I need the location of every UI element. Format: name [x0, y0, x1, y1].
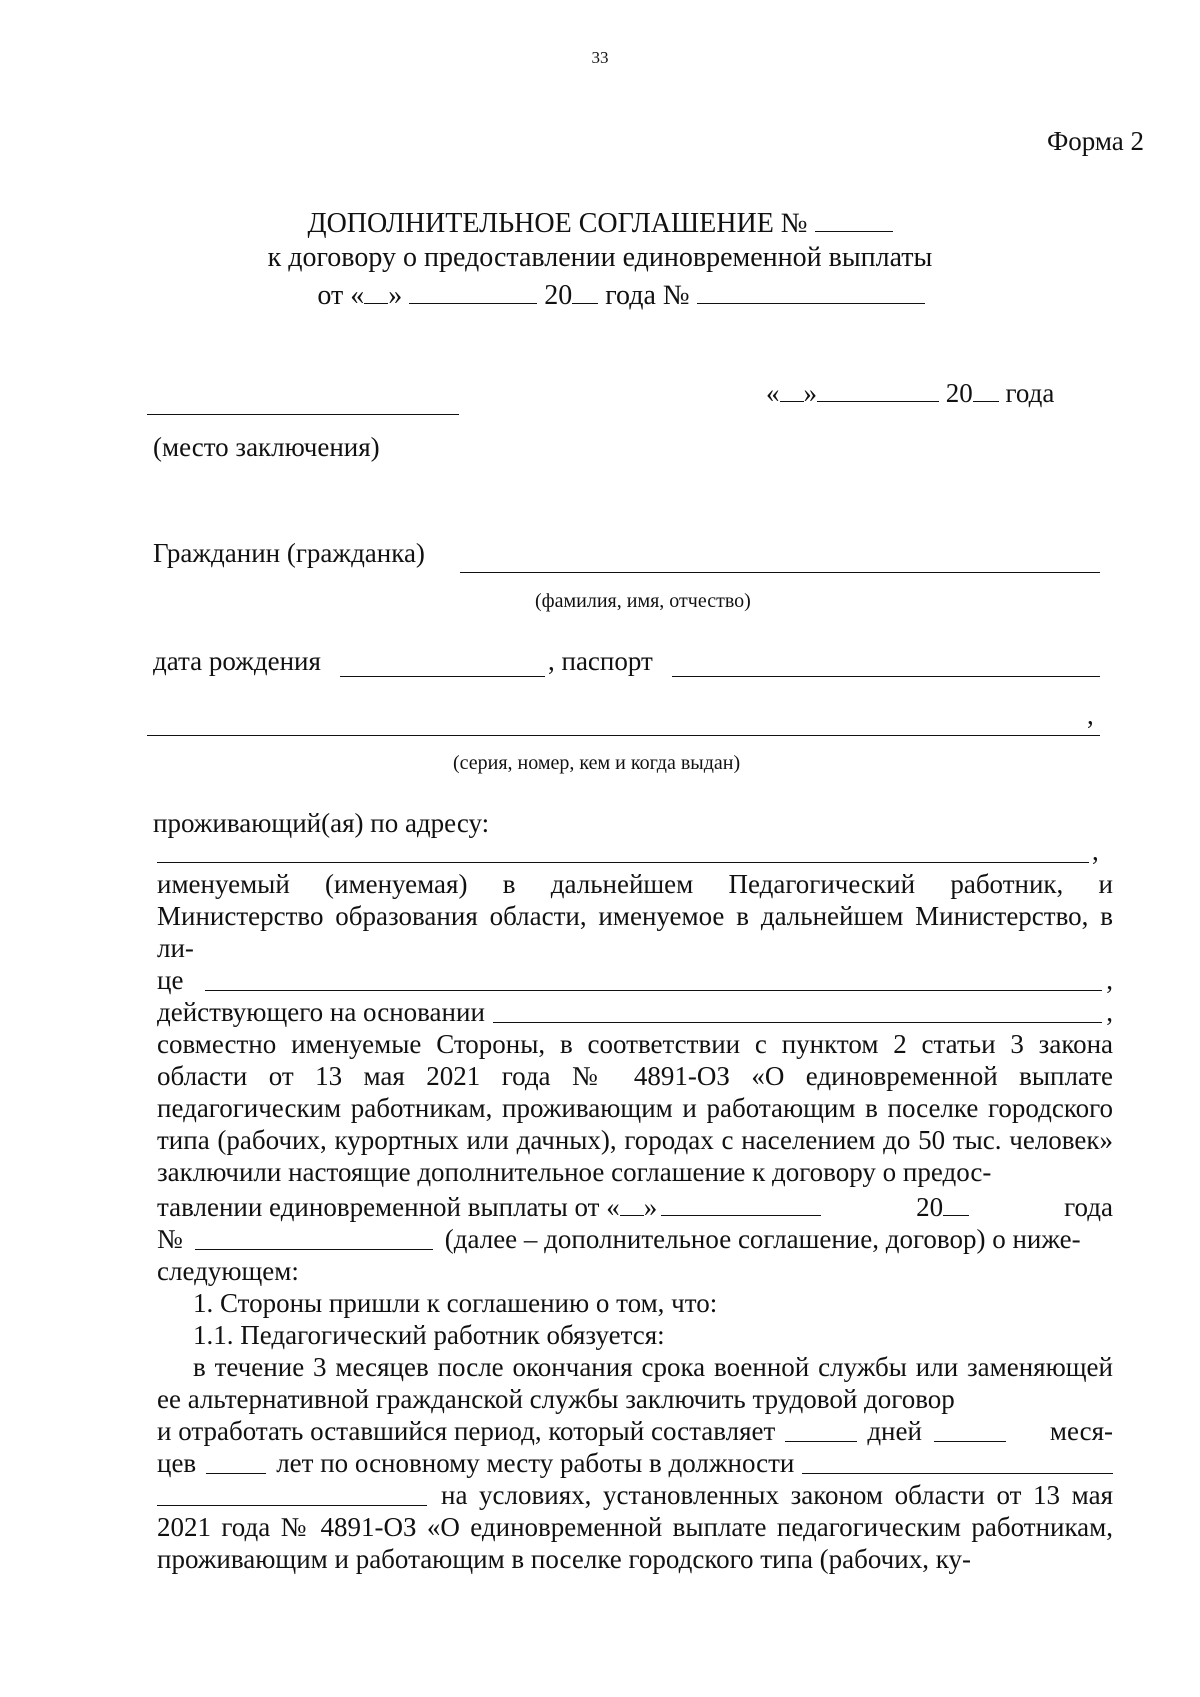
item-1: 1. Стороны пришли к соглашению о том, что:	[193, 1288, 718, 1318]
title-line-2: к договору о предоставлении единовременной выплаты	[267, 242, 933, 273]
acting-basis-row: действующего на основании ,	[157, 997, 1113, 1027]
title-line-1: ДОПОЛНИТЕЛЬНОЕ СОГЛАШЕНИЕ №	[0, 203, 1200, 241]
year-blank	[943, 1188, 969, 1216]
contract-number-line	[195, 1223, 433, 1250]
birth-date-line	[340, 676, 545, 677]
paragraph-parties: именуемый (именуемая) в дальнейшем Педагогический работник, и Министерство образования области, именуемое в дальнейшем Министерство, в ли-	[157, 869, 1113, 963]
work-period-row: и отработать оставшийся период, который составляет дней меся-	[157, 1416, 1113, 1446]
month-blank	[817, 374, 939, 402]
agreement-body	[157, 868, 1113, 1575]
contract-number-row: № (далее – дополнительное соглашение, договор) о ниже-	[157, 1224, 1081, 1254]
paragraph-legal-basis: совместно именуемые Стороны, в соответствии с пунктом 2 статьи 3 закона области от 13 мая 2021 года № 4891-ОЗ «О единовременной выплате педагогическим работникам, проживающим и работающим в поселке городского типа (рабочих, курортных или дачных), городах с населением до 50 тыс. человек» заключили настоящие дополнительное соглашение к договору о предос-	[157, 1029, 1113, 1187]
citizen-label: Гражданин (гражданка)	[153, 538, 425, 568]
position-line-2	[157, 1479, 427, 1506]
year-blank	[572, 275, 598, 304]
agreement-number-blank	[815, 203, 893, 232]
birth-label: дата рождения	[153, 646, 321, 676]
item-1-1: 1.1. Педагогический работник обязуется:	[193, 1320, 665, 1350]
document-title	[0, 203, 1200, 313]
form-label: Форма 2	[1046, 126, 1144, 156]
year-blank	[973, 374, 999, 402]
fio-caption: (фамилия, имя, отчество)	[535, 590, 751, 612]
contract-date-row: тавлении единовременной выплаты от « » 20 года	[157, 1188, 1113, 1223]
agreement-date: « » 20 года	[766, 374, 1054, 409]
title-line-3: от « » 20 года №	[0, 275, 1200, 313]
passport-label: , паспорт	[548, 646, 653, 676]
passport-caption: (серия, номер, кем и когда выдан)	[453, 752, 741, 774]
month-blank	[409, 275, 537, 304]
position-line	[802, 1447, 1113, 1474]
months-blank	[934, 1415, 1006, 1442]
position-row: цев лет по основному месту работы в должности	[157, 1447, 1113, 1479]
place-line	[147, 414, 459, 415]
day-blank	[780, 374, 804, 402]
days-blank	[785, 1415, 857, 1442]
representative-line	[205, 964, 1102, 991]
comma: ,	[1087, 700, 1094, 730]
fio-line	[460, 572, 1100, 573]
years-blank	[206, 1447, 266, 1474]
comma: ,	[1092, 836, 1099, 866]
paragraph-following: следующем:	[157, 1256, 299, 1286]
day-blank	[364, 275, 388, 304]
month-blank	[661, 1188, 821, 1216]
address-line	[157, 862, 1089, 863]
acting-basis-line	[493, 996, 1102, 1023]
representative-row: це ,	[157, 965, 1113, 995]
paragraph-obligation: в течение 3 месяцев после окончания срока военной службы или заменяющей ее альтернативной гражданской службы заключить трудовой договор	[157, 1352, 1113, 1414]
passport-line	[672, 676, 1100, 677]
passport-line-2	[147, 735, 1100, 736]
day-blank	[620, 1188, 644, 1216]
conditions-row: на условиях, установленных законом области от 13 мая	[157, 1479, 1113, 1511]
address-label: проживающий(ая) по адресу:	[153, 808, 490, 838]
page-number: 33	[591, 48, 609, 67]
contract-number-blank	[697, 275, 925, 304]
paragraph-law-reference: 2021 года № 4891-ОЗ «О единовременной выплате педагогическим работникам, проживающим и работающим в поселке городского типа (рабочих, ку-	[157, 1512, 1113, 1574]
place-caption: (место заключения)	[153, 432, 380, 462]
